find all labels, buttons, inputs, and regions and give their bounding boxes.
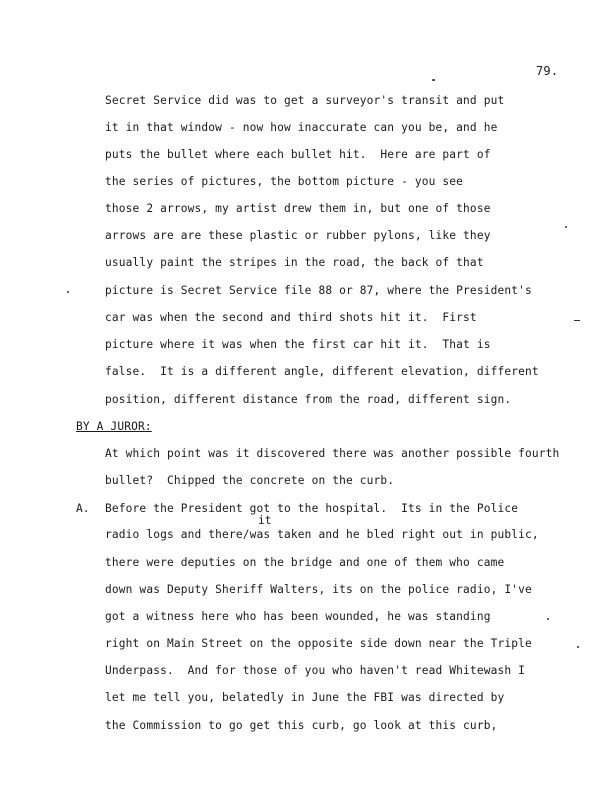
- testimony-line-4: the series of pictures, the bottom picture - you see: [105, 175, 464, 188]
- answer-line-9: the Commission to go get this curb, go look at this curb,: [105, 719, 498, 732]
- testimony-line-11: false. It is a different angle, different elevation, different: [105, 365, 539, 378]
- testimony-line-10: picture where it was when the first car hit it. That is: [105, 338, 491, 351]
- testimony-line-12: position, different distance from the road, different sign.: [105, 393, 512, 406]
- testimony-line-5: those 2 arrows, my artist drew them in, but one of those: [105, 202, 491, 215]
- scan-speck: [432, 79, 435, 81]
- page-number: 79.: [536, 64, 559, 78]
- scan-speck: [577, 646, 579, 648]
- answer-line-3: there were deputies on the bridge and one of them who came: [105, 556, 505, 569]
- testimony-line-2: it in that window - now how inaccurate can you be, and he: [105, 121, 498, 134]
- answer-line-7: Underpass. And for those of you who haven't read Whitewash I: [105, 664, 526, 677]
- testimony-line-1: Secret Service did was to get a surveyor's transit and put: [105, 94, 505, 107]
- answer-line-1: Before the President got to the hospital. Its in the Police: [105, 502, 519, 515]
- answer-line-2: radio logs and there/was taken and he bled right out in public,: [105, 528, 539, 541]
- testimony-line-9: car was when the second and third shots hit it. First: [105, 311, 477, 324]
- interlinear-insert: it: [258, 514, 272, 527]
- section-heading: BY A JUROR:: [76, 420, 152, 433]
- answer-line-5: got a witness here who has been wounded, he was standing: [105, 610, 491, 623]
- scan-speck: [547, 618, 549, 620]
- answer-line-6: right on Main Street on the opposite side down near the Triple: [105, 637, 532, 650]
- scan-speck: [565, 226, 567, 228]
- testimony-line-6: arrows are are these plastic or rubber pylons, like they: [105, 229, 491, 242]
- scan-speck: [574, 320, 580, 321]
- testimony-line-3: puts the bullet where each bullet hit. Here are part of: [105, 148, 491, 161]
- scan-speck: [67, 291, 69, 293]
- answer-line-4: down was Deputy Sheriff Walters, its on the police radio, I've: [105, 583, 532, 596]
- juror-question-line-1: At which point was it discovered there was another possible fourth: [105, 447, 560, 460]
- answer-label: A.: [76, 502, 90, 515]
- testimony-line-7: usually paint the stripes in the road, the back of that: [105, 256, 484, 269]
- juror-question-line-2: bullet? Chipped the concrete on the curb.: [105, 474, 395, 487]
- answer-line-8: let me tell you, belatedly in June the FBI was directed by: [105, 691, 505, 704]
- testimony-line-8: picture is Secret Service file 88 or 87, where the President's: [105, 284, 532, 297]
